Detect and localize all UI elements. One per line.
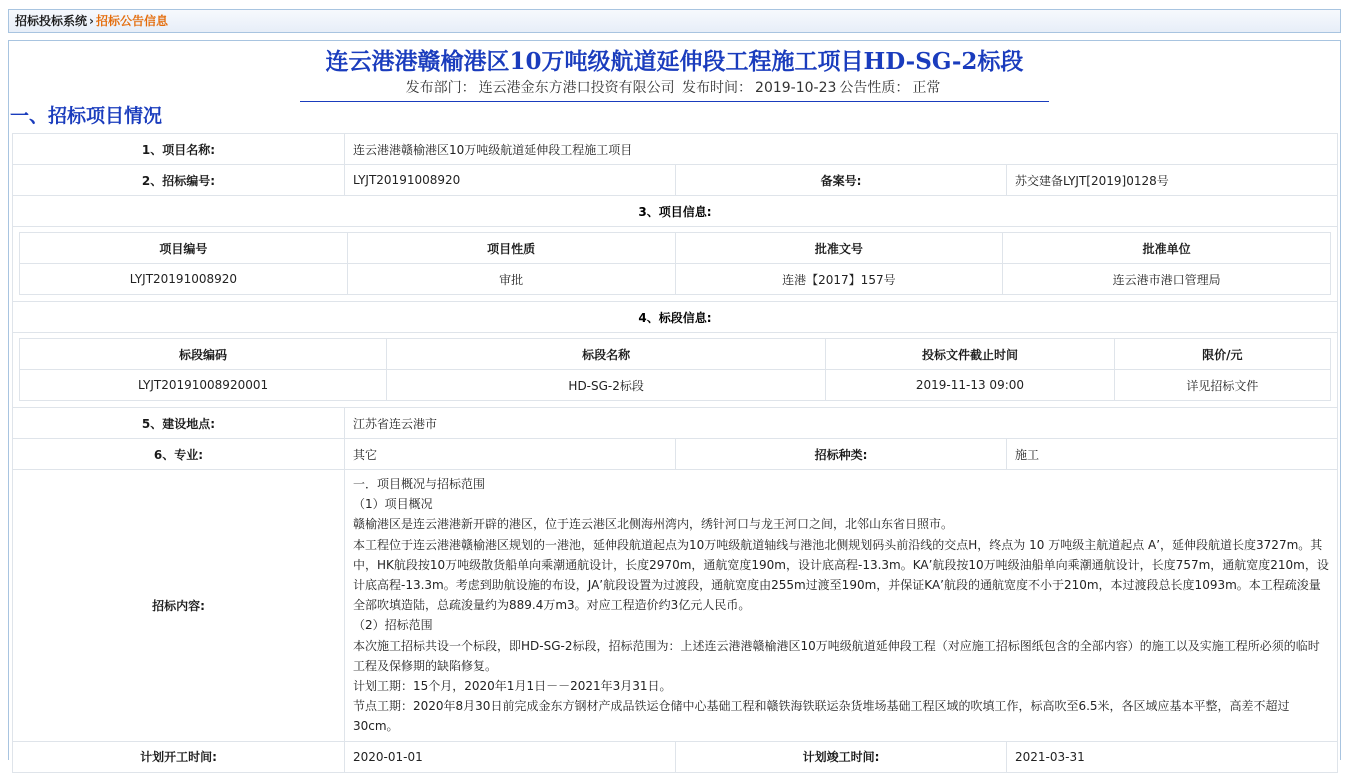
bid-type-value: 施工 (1007, 439, 1338, 470)
content-line: （1）项目概况 (353, 497, 433, 512)
section-col-code: 标段编码 (20, 339, 387, 370)
project-col-code: 项目编号 (20, 233, 348, 264)
end-value: 2021-03-31 (1007, 741, 1338, 772)
project-col-nature: 项目性质 (347, 233, 675, 264)
section-info-cell (13, 333, 1338, 408)
section-info-label: 4、标段信息: (13, 302, 1338, 333)
content-line: （2）招标范围 (353, 618, 433, 633)
content-line: 计划工期：15个月，2020年1月1日－－2021年3月31日。 (353, 679, 672, 694)
time-value: 2019-10-23 (755, 80, 837, 96)
breadcrumb-current: 招标公告信息 (95, 14, 168, 28)
content-line: 本工程位于连云港港赣榆港区规划的一港池，延伸段航道起点为10万吨级航道轴线与港池北侧规划码头前沿线的交点H，终点为 10 万吨级主航道起点 A’，延伸段航道长度3727m。其中，HK航段按10万吨级散货船单向乘潮通航设计，长度2970m，通航宽度190m，设计底高程-13.3m。KA’航段按10万吨级油船单向乘潮通航设计，长度757m，通航宽度210m，设计底高程-13.3m。考虑到助航设施的布设，JA’航段设置为过渡段，通航宽度由255m过渡至190m，并保证KA’航段的通航宽度不小于210m，本过渡段总长度1093m。本工程疏浚量全部吹填造陆，总疏浚量约为889.4万m3。对应工程造价约3亿元人民币。 (353, 537, 1329, 613)
section-col-price: 限价/元 (1114, 339, 1330, 370)
dept-label: 发布部门： (405, 80, 476, 96)
nature-label: 公告性质： (839, 80, 910, 96)
project-info-table (19, 232, 1331, 295)
content-line: 赣榆港区是连云港港新开辟的港区，位于连云港区北侧海州湾内，绣针河口与龙王河口之间，北邻山东省日照市。 (353, 517, 954, 532)
section-cell-code: LYJT20191008920001 (20, 370, 387, 401)
project-name-label: 1、项目名称: (13, 134, 345, 165)
project-col-approval-no: 批准文号 (675, 233, 1003, 264)
project-cell-nature: 审批 (347, 264, 675, 295)
project-info-label: 3、项目信息: (13, 196, 1338, 227)
section-col-name: 标段名称 (387, 339, 826, 370)
start-label: 计划开工时间: (13, 741, 345, 772)
section-cell-name: HD-SG-2标段 (387, 370, 826, 401)
project-info-cell (13, 227, 1338, 302)
project-cell-approval-no: 连港【2017】157号 (675, 264, 1003, 295)
major-label: 6、专业: (13, 439, 345, 470)
content-label: 招标内容: (13, 470, 345, 742)
bid-no-value: LYJT20191008920 (345, 165, 676, 196)
start-value: 2020-01-01 (345, 741, 676, 772)
breadcrumb-separator: › (89, 14, 94, 28)
section-cell-price: 详见招标文件 (1114, 370, 1330, 401)
location-label: 5、建设地点: (13, 408, 345, 439)
section-cell-deadline: 2019-11-13 09:00 (826, 370, 1114, 401)
content-body (345, 470, 1338, 742)
time-label: 发布时间： (682, 80, 753, 96)
section-heading: 一、招标项目情况 (10, 105, 163, 127)
project-cell-code: LYJT20191008920 (20, 264, 348, 295)
location-value: 江苏省连云港市 (345, 408, 1338, 439)
section-info-table (19, 338, 1331, 401)
section-col-deadline: 投标文件截止时间 (826, 339, 1114, 370)
project-name-value: 连云港港赣榆港区10万吨级航道延伸段工程施工项目 (345, 134, 1338, 165)
page-title: 连云港港赣榆港区10万吨级航道延伸段工程施工项目HD-SG-2标段 (325, 48, 1024, 75)
content-line: 本次施工招标共设一个标段，即HD-SG-2标段，招标范围为：上述连云港港赣榆港区10万吨级航道延伸段工程（对应施工招标图纸包含的全部内容）的施工以及实施工程所必须的临时工程及保修期的缺陷修复。 (353, 638, 1320, 673)
project-cell-approval-unit: 连云港市港口管理局 (1003, 264, 1331, 295)
content-line: 节点工期：2020年8月30日前完成金东方钢材产成品铁运仓储中心基础工程和赣铁海铁联运杂货堆场基础工程区域的吹填工作，标高吹至6.5米，各区域应基本平整，高差不超过30cm。 (353, 699, 1290, 734)
end-label: 计划竣工时间: (676, 741, 1007, 772)
breadcrumb-root[interactable]: 招标投标系统 (15, 14, 88, 28)
record-no-label: 备案号: (676, 165, 1007, 196)
publish-meta (300, 78, 1049, 102)
bid-info-table (12, 133, 1338, 773)
nature-value: 正常 (912, 80, 941, 96)
bid-no-label: 2、招标编号: (13, 165, 345, 196)
breadcrumb (8, 9, 1341, 33)
bid-type-label: 招标种类: (676, 439, 1007, 470)
dept-value: 连云港金东方港口投资有限公司 (478, 80, 675, 96)
project-col-approval-unit: 批准单位 (1003, 233, 1331, 264)
record-no-value: 苏交建备LYJT[2019]0128号 (1007, 165, 1338, 196)
content-line: 一．项目概况与招标范围 (353, 477, 486, 491)
major-value: 其它 (345, 439, 676, 470)
